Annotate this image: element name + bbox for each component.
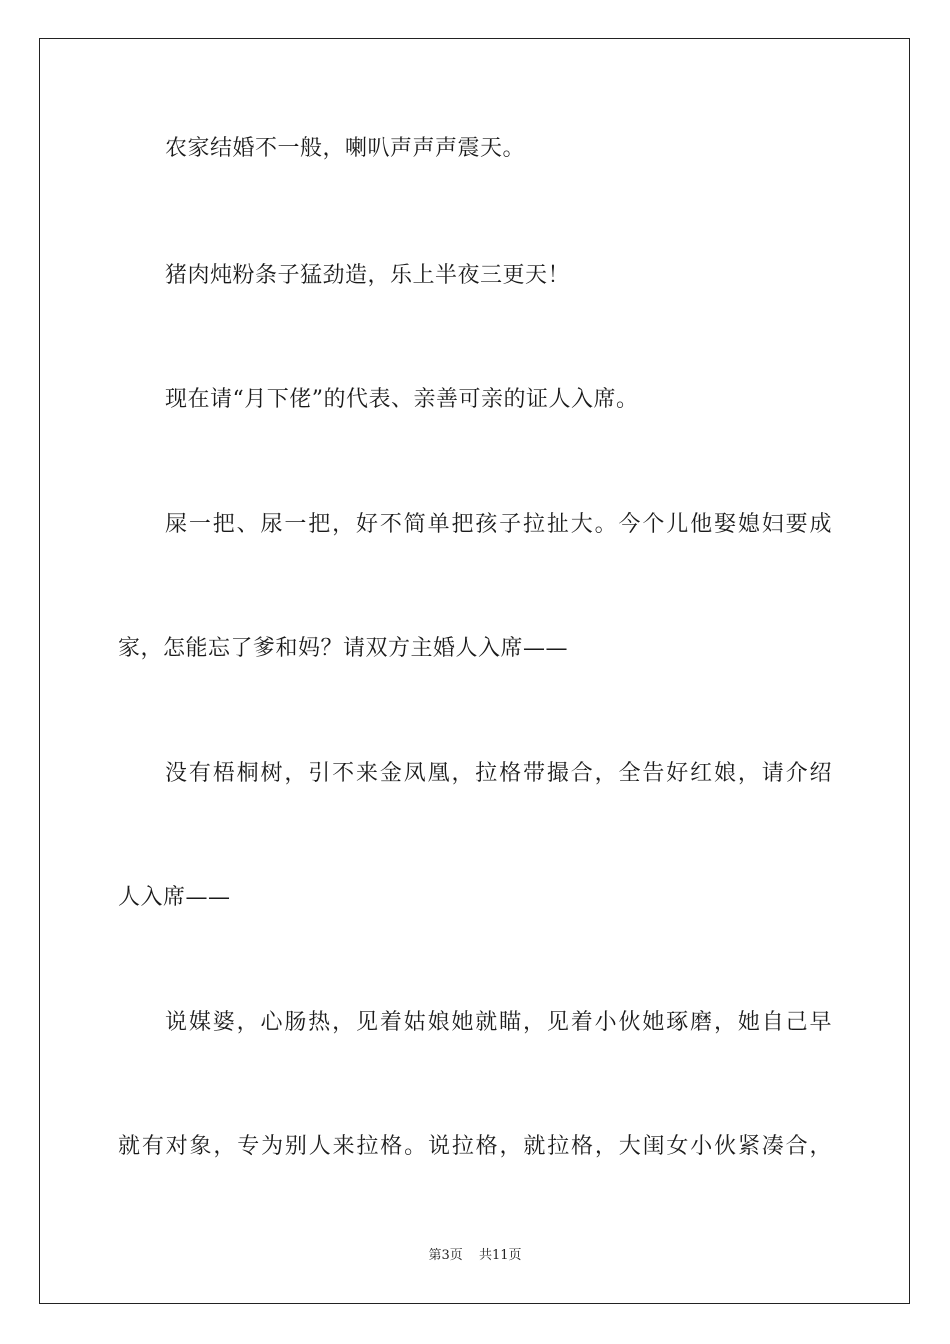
current-page-number: 第3页 — [428, 1248, 463, 1263]
total-page-count: 共11页 — [478, 1248, 522, 1263]
page-border — [39, 38, 910, 1304]
paragraph-line: 人入席—— — [118, 885, 231, 910]
paragraph-line: 农家结婚不一般，喇叭声声声震天。 — [165, 136, 526, 161]
paragraph-line: 就有对象，专为别人来拉格。说拉格，就拉格，大闺女小伙紧凑合， — [118, 1134, 832, 1159]
paragraph-line: 现在请“月下佬”的代表、亲善可亲的证人入席。 — [165, 387, 639, 412]
paragraph-line: 说媒婆，心肠热，见着姑娘她就瞄，见着小伙她琢磨，她自己早 — [165, 1010, 832, 1035]
paragraph-line: 家，怎能忘了爹和妈？请双方主婚人入席—— — [118, 636, 569, 661]
paragraph-line: 没有梧桐树，引不来金凤凰，拉格带撮合，全告好红娘，请介绍 — [165, 761, 832, 786]
page-footer — [0, 1247, 950, 1265]
paragraph-line: 猪肉炖粉条子猛劲造，乐上半夜三更天！ — [165, 263, 571, 288]
paragraph-line: 屎一把、尿一把，好不简单把孩子拉扯大。今个儿他娶媳妇要成 — [165, 512, 832, 537]
